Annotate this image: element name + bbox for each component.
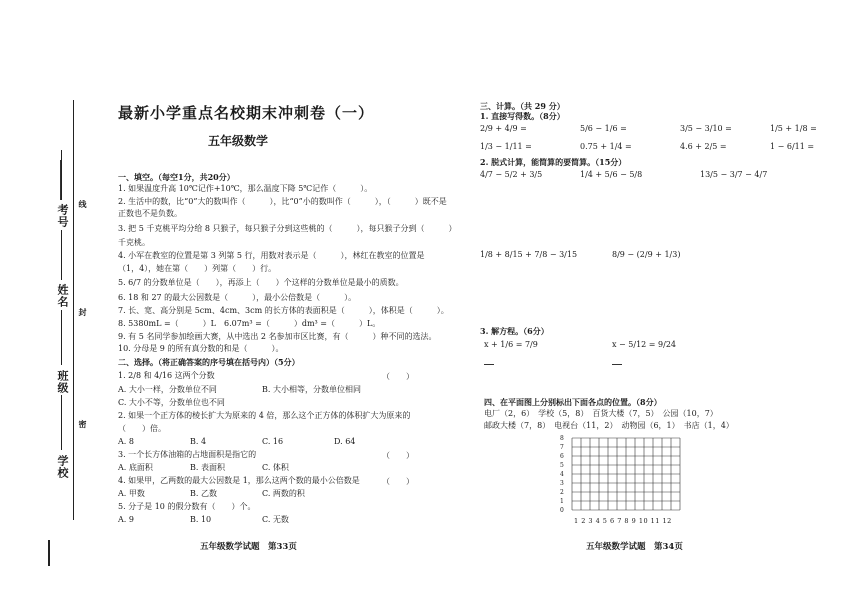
question-5: 5. 6/7 的分数单位是（ ），再添上（ ）个这样的分数单位是最小的质数。	[118, 278, 404, 287]
choice-5-option-c: C. 无数	[262, 515, 289, 524]
choice-4: 4. 如果甲，乙两数的最大公因数是 1，那么这两个数的最小公倍数是	[118, 476, 360, 485]
sidebar-label-xingming: 姓名	[56, 284, 69, 308]
binding-line-outer	[73, 100, 74, 520]
choice-1-option-c: C. 大小不等，分数单位也不同	[118, 398, 225, 407]
seal-text-xian: 线	[78, 200, 88, 209]
section2-header: 二、选择。（将正确答案的序号填在括号内）（5分）	[118, 357, 300, 367]
sidebar-blank-1	[61, 150, 62, 200]
sidebar-label-banji: 班级	[56, 370, 69, 394]
grid-y-8: 8	[560, 435, 564, 442]
sidebar-blank-3	[61, 310, 62, 365]
question-3a: 3. 把 5 千克桃平均分给 8 只猴子，每只猴子分到这些桃的（ ），每只猴子分到（ ）	[118, 224, 457, 233]
choice-2a: 2. 如果一个正方体的棱长扩大为原来的 4 倍，那么这个正方体的体积扩大为原来的	[118, 411, 411, 420]
seal-text-feng: 封	[78, 308, 88, 317]
sidebar-label-xuexiao: 学校	[56, 455, 69, 479]
question-2a: 2. 生活中的数，比“0”大的数叫作（ ），比“0”小的数叫作（ ），（ ）既不是	[118, 197, 447, 206]
section3-header: 三、计算。（共 29 分）	[480, 101, 565, 111]
page-title: 最新小学重点名校期末冲刺卷（一）	[118, 104, 375, 122]
choice-4-option-a: A. 甲数	[118, 489, 145, 498]
calc-3: 13/5 − 3/7 − 4/7	[700, 170, 768, 179]
choice-2-option-c: C. 16	[262, 437, 284, 446]
places-line-2: 邮政大楼（7，8） 电视台（11，2） 动物园（6，1） 书店（1，4）	[484, 421, 734, 430]
choice-5: 5. 分子是 10 的假分数有（ ）个。	[118, 502, 256, 511]
sidebar-blank-4	[61, 395, 62, 450]
equation-2-answer-line	[612, 364, 622, 365]
grid-y-1: 1	[560, 498, 564, 505]
equation-2: x − 5/12 = 9/24	[612, 340, 677, 349]
equation-1: x + 1/6 = 7/9	[484, 340, 538, 349]
choice-3-paren: （ ）	[382, 451, 414, 460]
choice-1-option-b: B. 大小相等，分数单位相同	[262, 385, 361, 394]
section4-header: 四、在平面图上分别标出下面各点的位置。（8分）	[484, 397, 662, 407]
direct-7: 4.6 + 2/5 =	[680, 142, 727, 151]
choice-1: 1. 2/8 和 4/16 这两个分数	[118, 371, 215, 380]
choice-4-paren: （ ）	[382, 477, 414, 486]
sidebar-blank-2	[61, 230, 62, 280]
choice-5-option-a: A. 9	[118, 515, 134, 524]
sub2-header: 2. 脱式计算，能简算的要简算。（15分）	[480, 157, 627, 167]
sub1-header: 1. 直接写得数。（8分）	[480, 111, 565, 121]
choice-4-option-b: B. 乙数	[190, 489, 217, 498]
question-7: 7. 长、宽、高分别是 5cm、4cm、3cm 的长方体的表面积是（ ），体积是（ ）。	[118, 306, 449, 315]
question-8: 8. 5380mL =（ ）L 6.07m³ =（ ）dm³ =（ ）L。	[118, 319, 381, 328]
question-1: 1. 如果温度升高 10℃记作+10℃，那么温度下降 5℃记作（ ）。	[118, 184, 373, 193]
page-subtitle: 五年级数学	[208, 134, 269, 148]
choice-2-option-b: B. 4	[190, 437, 207, 446]
grid-y-5: 5	[560, 462, 564, 469]
calc-5: 8/9 − (2/9 + 1/3)	[612, 250, 681, 259]
section1-header: 一、填空。（每空1分，共20分）	[118, 172, 235, 182]
choice-2-option-a: A. 8	[118, 437, 134, 446]
sidebar-label-kaohao: 考号	[56, 204, 69, 228]
direct-5: 1/3 − 1/11 =	[480, 142, 532, 151]
choice-4-option-c: C. 两数的积	[262, 489, 305, 498]
direct-4: 1/5 + 1/8 =	[770, 124, 817, 133]
choice-3: 3. 一个长方体油箱的占地面积是指它的	[118, 450, 257, 459]
footer-right: 五年级数学试题 第34页	[586, 542, 683, 552]
grid-y-6: 6	[560, 453, 564, 460]
question-4b: （1，4），她在第（ ）列第（ ）行。	[118, 264, 277, 273]
footer-left: 五年级数学试题 第33页	[200, 542, 297, 552]
choice-3-option-a: A. 底面积	[118, 463, 153, 472]
direct-1: 2/9 + 4/9 =	[480, 124, 527, 133]
equation-1-answer-line	[484, 364, 494, 365]
question-10: 10. 分母是 9 的所有真分数的和是（ ）。	[118, 344, 284, 353]
choice-2b: （ ）倍。	[118, 424, 166, 433]
choice-1-paren: （ ）	[382, 372, 414, 381]
grid-y-4: 4	[560, 471, 564, 478]
question-4a: 4. 小军在教室的位置是第 3 列第 5 行，用数对表示是（ ），林红在教室的位置是	[118, 251, 425, 260]
sub3-header: 3. 解方程。（6分）	[480, 326, 549, 336]
grid-y-2: 2	[560, 489, 564, 496]
grid-y-0: 0	[560, 507, 564, 514]
question-2b: 正数也不是负数。	[118, 209, 182, 218]
question-9: 9. 有 5 名同学参加绘画大赛，从中选出 2 名参加市区比赛，有（ ）种不同的选法。	[118, 332, 437, 341]
grid-y-7: 7	[560, 444, 564, 451]
grid-x-labels: 1 2 3 4 5 6 7 8 9 10 11 12	[574, 517, 672, 525]
seal-text-mi: 密	[78, 420, 88, 429]
direct-2: 5/6 − 1/6 =	[580, 124, 627, 133]
question-6: 6. 18 和 27 的最大公因数是（ ），最小公倍数是（ ）。	[118, 293, 357, 302]
choice-3-option-b: B. 表面积	[190, 463, 225, 472]
places-line-1: 电厂（2，6） 学校（5，8） 百货大楼（7，5） 公园（10，7）	[484, 409, 718, 418]
direct-3: 3/5 − 3/10 =	[680, 124, 732, 133]
calc-4: 1/8 + 8/15 + 7/8 − 3/15	[480, 250, 578, 259]
choice-3-option-c: C. 体积	[262, 463, 289, 472]
direct-6: 0.75 + 1/4 =	[580, 142, 632, 151]
question-3b: 千克桃。	[118, 238, 150, 247]
calc-2: 1/4 + 5/6 − 5/8	[580, 170, 643, 179]
grid-y-3: 3	[560, 480, 564, 487]
choice-5-option-b: B. 10	[190, 515, 212, 524]
direct-8: 1 − 6/11 =	[770, 142, 815, 151]
choice-2-option-d: D. 64	[334, 437, 356, 446]
choice-1-option-a: A. 大小一样，分数单位不同	[118, 385, 217, 394]
binding-mark	[48, 540, 50, 566]
coordinate-grid	[566, 436, 686, 520]
calc-1: 4/7 − 5/2 + 3/5	[480, 170, 543, 179]
